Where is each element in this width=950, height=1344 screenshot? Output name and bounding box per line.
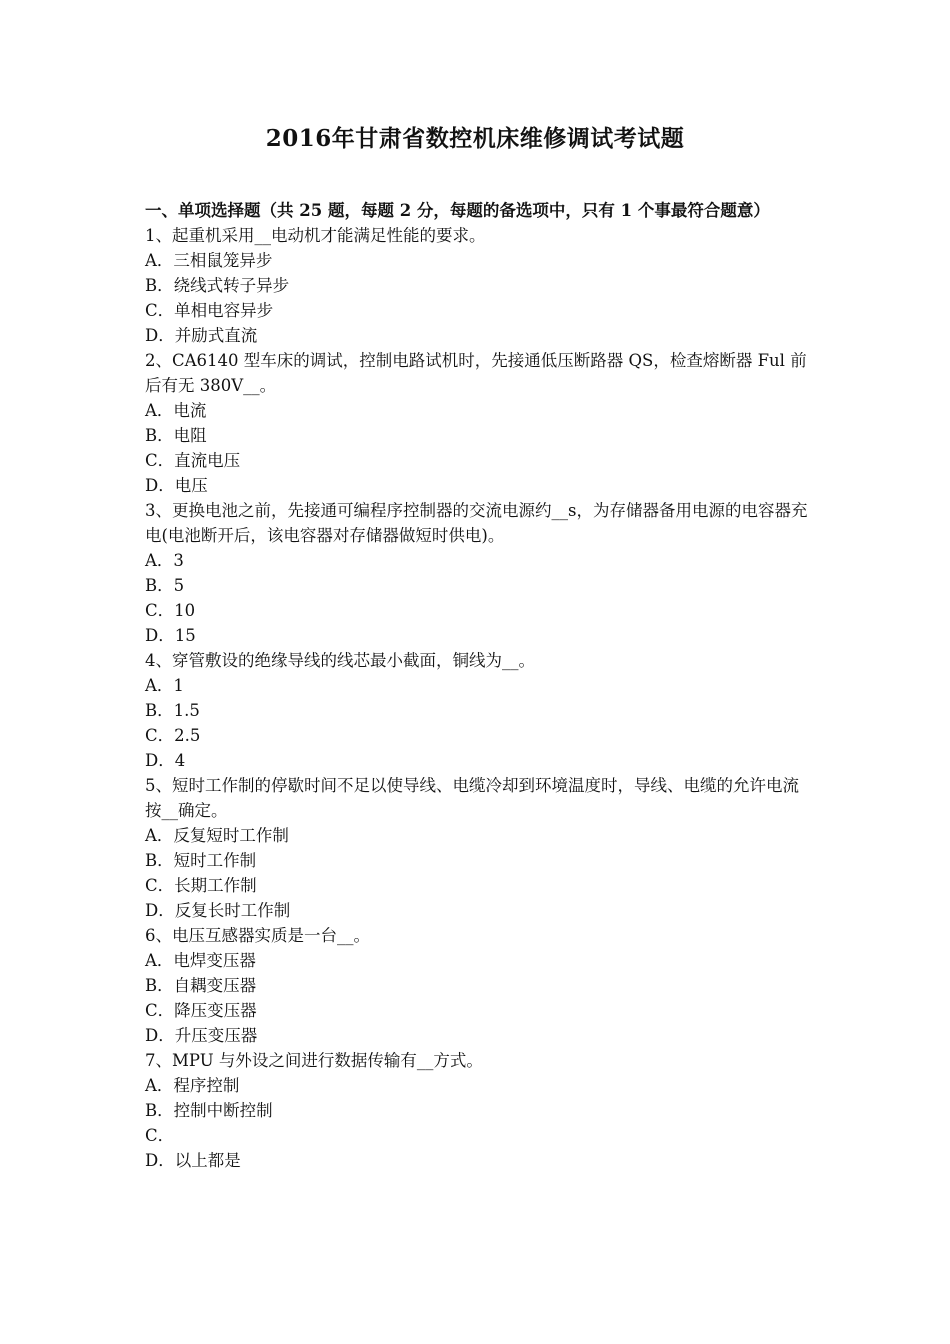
option-d: D．4 <box>145 751 186 770</box>
option-a: A．程序控制 <box>145 1076 240 1095</box>
option-d: D．反复长时工作制 <box>145 901 291 920</box>
option-c: C．降压变压器 <box>145 1001 257 1020</box>
option-c: C． <box>145 1126 175 1145</box>
option-b: B．自耦变压器 <box>145 976 257 995</box>
question-stem: 3、更换电池之前，先接通可编程序控制器的交流电源约__s，为存储器备用电源的电容器充电(电池断开后，该电容器对存储器做短时供电)。 <box>145 501 808 545</box>
option-b: B．1.5 <box>145 701 200 720</box>
option-a: A．电焊变压器 <box>145 951 256 970</box>
question-stem: 5、短时工作制的停歇时间不足以使导线、电缆冷却到环境温度时，导线、电缆的允许电流按__确定。 <box>145 776 799 820</box>
option-c: C．长期工作制 <box>145 876 257 895</box>
option-b: B．绕线式转子异步 <box>145 276 290 295</box>
page-title: 2016年甘肃省数控机床维修调试考试题 <box>265 125 685 152</box>
question-stem: 4、穿管敷设的绝缘导线的线芯最小截面，铜线为__。 <box>145 651 535 670</box>
option-b: B．短时工作制 <box>145 851 257 870</box>
option-c: C．10 <box>145 601 196 620</box>
question-3 <box>145 498 810 648</box>
option-a: A．3 <box>145 551 184 570</box>
question-2 <box>145 348 810 498</box>
question-stem: 7、MPU 与外设之间进行数据传输有__方式。 <box>145 1051 483 1070</box>
section-heading: 一、单项选择题（共 25 题，每题 2 分，每题的备选项中，只有 1 个事最符合题意） <box>145 201 770 220</box>
question-7 <box>145 1048 810 1173</box>
question-6 <box>145 923 810 1048</box>
option-d: D．并励式直流 <box>145 326 258 345</box>
option-c: C．直流电压 <box>145 451 241 470</box>
option-b: B．控制中断控制 <box>145 1101 273 1120</box>
question-4 <box>145 648 810 773</box>
question-stem: 2、CA6140 型车床的调试，控制电路试机时，先接通低压断路器 QS，检查熔断器 Ful 前后有无 380V__。 <box>145 351 807 395</box>
option-c: C．单相电容异步 <box>145 301 274 320</box>
question-stem: 6、电压互感器实质是一台__。 <box>145 926 370 945</box>
option-a: A．反复短时工作制 <box>145 826 289 845</box>
option-b: B．电阻 <box>145 426 207 445</box>
option-d: D．电压 <box>145 476 208 495</box>
option-d: D．以上都是 <box>145 1151 241 1170</box>
option-c: C．2.5 <box>145 726 201 745</box>
document-body <box>145 198 810 1173</box>
question-5 <box>145 773 810 923</box>
option-a: A．电流 <box>145 401 207 420</box>
option-d: D．15 <box>145 626 196 645</box>
option-d: D．升压变压器 <box>145 1026 258 1045</box>
question-stem: 1、起重机采用__电动机才能满足性能的要求。 <box>145 226 486 245</box>
option-b: B．5 <box>145 576 185 595</box>
question-1 <box>145 223 810 348</box>
option-a: A．1 <box>145 676 184 695</box>
option-a: A．三相鼠笼异步 <box>145 251 273 270</box>
